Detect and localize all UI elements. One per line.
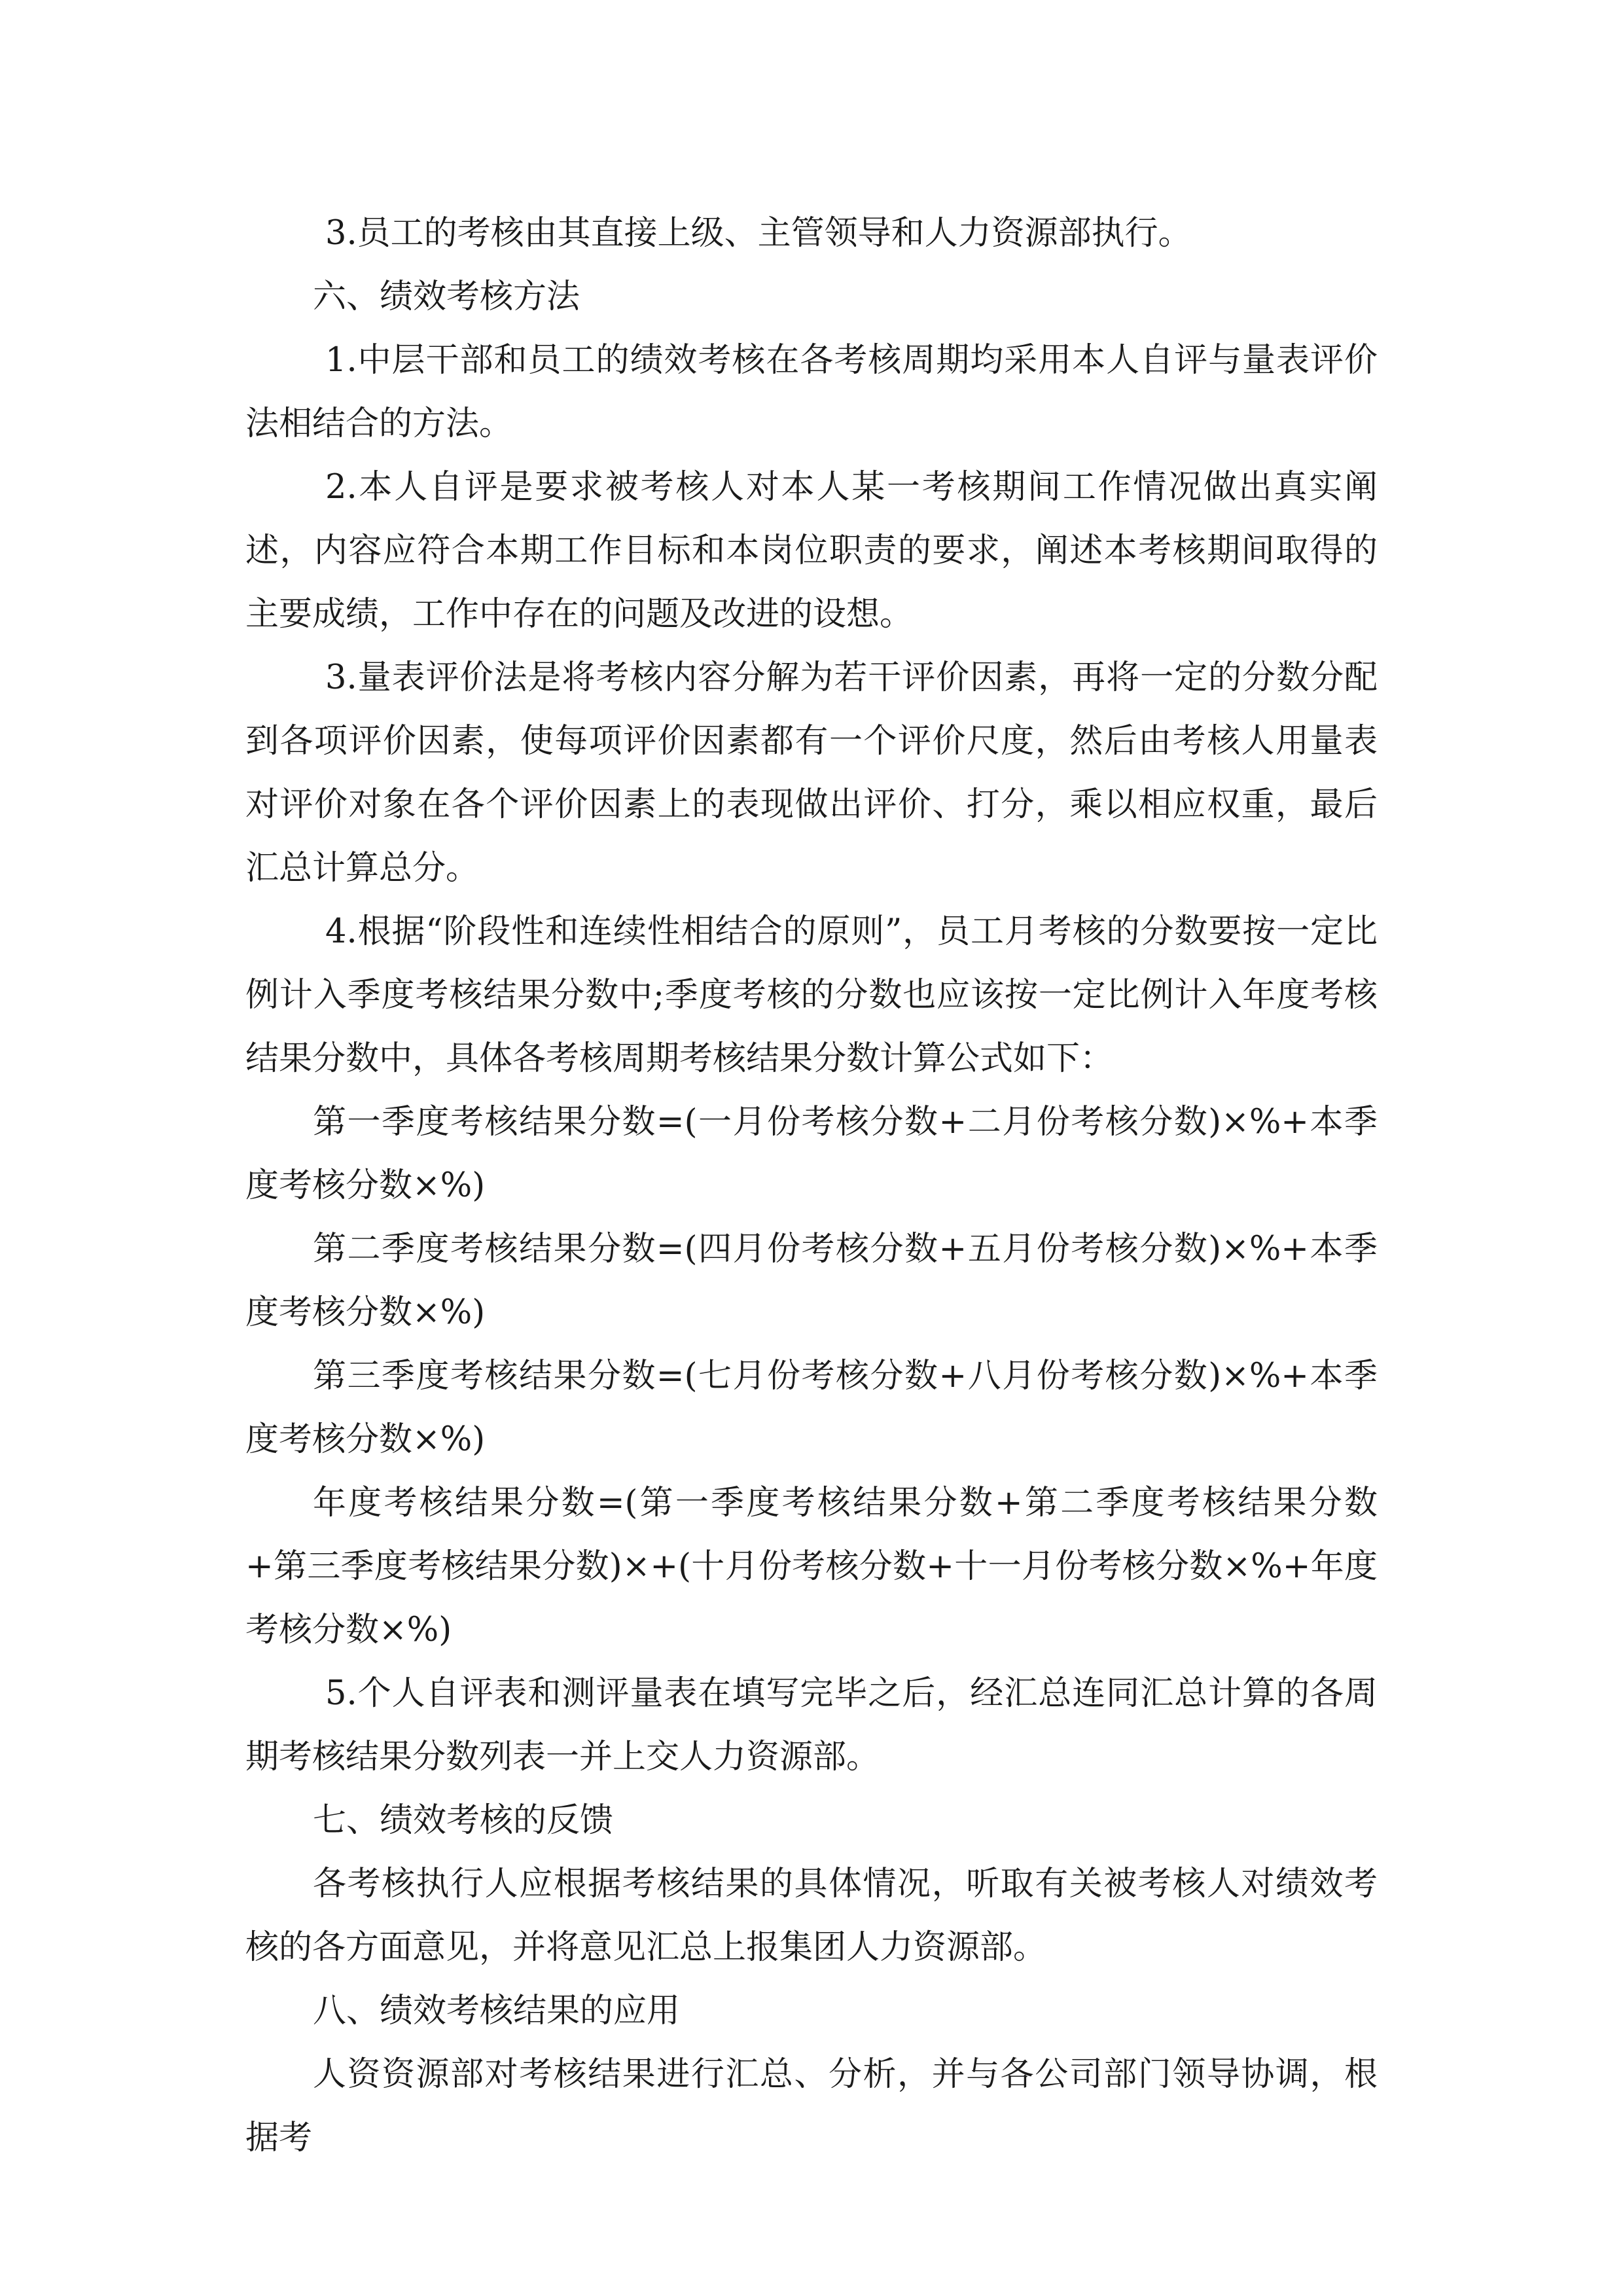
paragraph-feedback: 各考核执行人应根据考核结果的具体情况，听取有关被考核人对绩效考核的各方面意见，并将意见汇总上报集团人力资源部。 (245, 1865, 1378, 1967)
formula-q1-score: 第一季度考核结果分数=(一月份考核分数+二月份考核分数)×%+本季度考核分数×%) (245, 1103, 1378, 1205)
document-body (245, 202, 1378, 2170)
paragraph-result-application: 人资资源部对考核结果进行汇总、分析，并与各公司部门领导协调，根据考 (245, 2055, 1378, 2157)
paragraph-self-evaluation: 2.本人自评是要求被考核人对本人某一考核期间工作情况做出真实阐述，内容应符合本期工作目标和本岗位职责的要求，阐述本考核期间取得的主要成绩，工作中存在的问题及改进的设想。 (245, 468, 1378, 634)
paragraph-method-combination: 1.中层干部和员工的绩效考核在各考核周期均采用本人自评与量表评价法相结合的方法。 (245, 341, 1378, 443)
section-heading-assessment-methods: 六、绩效考核方法 (313, 278, 580, 316)
section-heading-feedback: 七、绩效考核的反馈 (313, 1801, 614, 1840)
formula-q2-score: 第二季度考核结果分数=(四月份考核分数+五月份考核分数)×%+本季度考核分数×%) (245, 1230, 1378, 1332)
paragraph-score-principle: 4.根据“阶段性和连续性相结合的原则”，员工月考核的分数要按一定比例计入季度考核结果分数中;季度考核的分数也应该按一定比例计入年度考核结果分数中，具体各考核周期考核结果分数计算公式如下： (245, 912, 1378, 1078)
paragraph-submission: 5.个人自评表和测评量表在填写完毕之后，经汇总连同汇总计算的各周期考核结果分数列表一并上交人力资源部。 (245, 1674, 1378, 1776)
paragraph-assessment-executors: 3.员工的考核由其直接上级、主管领导和人力资源部执行。 (325, 214, 1192, 253)
section-heading-result-application: 八、绩效考核结果的应用 (313, 1992, 681, 2030)
paragraph-scale-evaluation: 3.量表评价法是将考核内容分解为若干评价因素，再将一定的分数分配到各项评价因素，使每项评价因素都有一个评价尺度，然后由考核人用量表对评价对象在各个评价因素上的表现做出评价、打分，乘以相应权重，最后汇总计算总分。 (245, 658, 1378, 888)
formula-q3-score: 第三季度考核结果分数=(七月份考核分数+八月份考核分数)×%+本季度考核分数×%) (245, 1357, 1378, 1459)
formula-annual-score: 年度考核结果分数=(第一季度考核结果分数+第二季度考核结果分数+第三季度考核结果分数)×+(十月份考核分数+十一月份考核分数×%+年度考核分数×%) (245, 1484, 1378, 1649)
